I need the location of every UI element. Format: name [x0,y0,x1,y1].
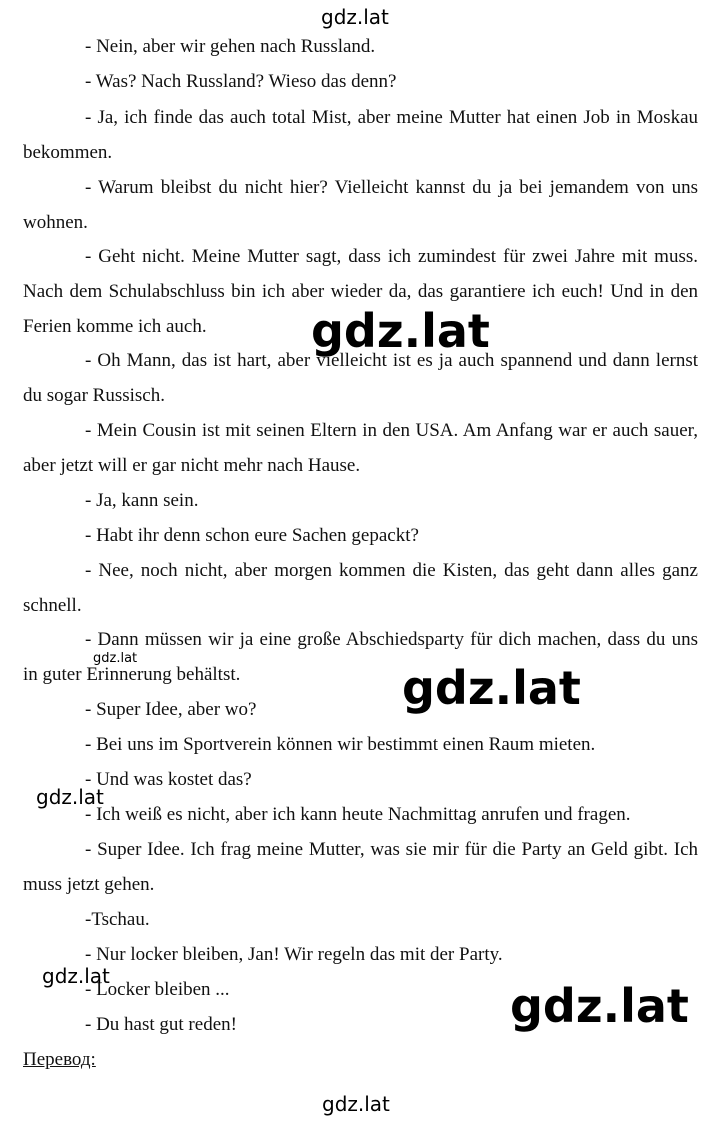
dialogue-line: -Tschau. [85,909,150,930]
translation-heading: Перевод: [23,1049,96,1070]
dialogue-line: - Ich weiß es nicht, aber ich kann heute Nachmittag anrufen und fragen. [85,804,631,825]
dialogue-line: - Du hast gut reden! [85,1014,237,1035]
watermark-large-center: gdz.lat [311,304,490,358]
dialogue-line: - Nein, aber wir gehen nach Russland. [85,36,376,57]
dialogue-line: - Nee, noch nicht, aber morgen kommen die Kisten, das geht dann alles ganz schnell. [23,560,698,616]
dialogue-line: - Oh Mann, das ist hart, aber vielleicht ist es ja auch spannend und dann lernst du sogar Russisch. [23,350,698,406]
dialogue-line: - Habt ihr denn schon eure Sachen gepackt? [85,525,419,546]
dialogue-line: - Ja, kann sein. [85,490,199,511]
dialogue-line: - Bei uns im Sportverein können wir bestimmt einen Raum mieten. [85,734,596,755]
dialogue-line: - Dann müssen wir ja eine große Abschiedsparty für dich machen, dass du uns in guter Erinnerung behältst. [23,629,698,685]
watermark-bottom: gdz.lat [322,1092,390,1116]
dialogue-line: - Nur locker bleiben, Jan! Wir regeln das mit der Party. [85,944,503,965]
dialogue-line: - Super Idee, aber wo? [85,699,257,720]
dialogue-line: - Warum bleibst du nicht hier? Vielleicht kannst du ja bei jemandem von uns wohnen. [23,177,698,233]
dialogue-line: - Geht nicht. Meine Mutter sagt, dass ich zumindest für zwei Jahre mit muss. Nach dem Schulabschluss bin ich aber wieder da, das garantiere ich euch! Und in den Ferien komme ich auch. [23,246,698,337]
watermark-left: gdz.lat [36,785,104,809]
watermark-small: gdz.lat [93,651,138,666]
watermark-left-lower: gdz.lat [42,964,110,988]
watermark-top: gdz.lat [321,5,389,29]
dialogue-line: - Was? Nach Russland? Wieso das denn? [85,71,397,92]
watermark-large-right: gdz.lat [402,661,581,715]
dialogue-line: - Mein Cousin ist mit seinen Eltern in den USA. Am Anfang war er auch sauer, aber jetzt will er gar nicht mehr nach Hause. [23,420,698,476]
dialogue-line: - Super Idee. Ich frag meine Mutter, was sie mir für die Party an Geld gibt. Ich muss jetzt gehen. [23,839,698,895]
dialogue-line: - Locker bleiben ... [85,979,230,1000]
watermark-large-bottom: gdz.lat [510,979,689,1033]
dialogue-line: - Ja, ich finde das auch total Mist, aber meine Mutter hat einen Job in Moskau bekommen. [23,107,698,163]
dialogue-line: - Und was kostet das? [85,769,252,790]
